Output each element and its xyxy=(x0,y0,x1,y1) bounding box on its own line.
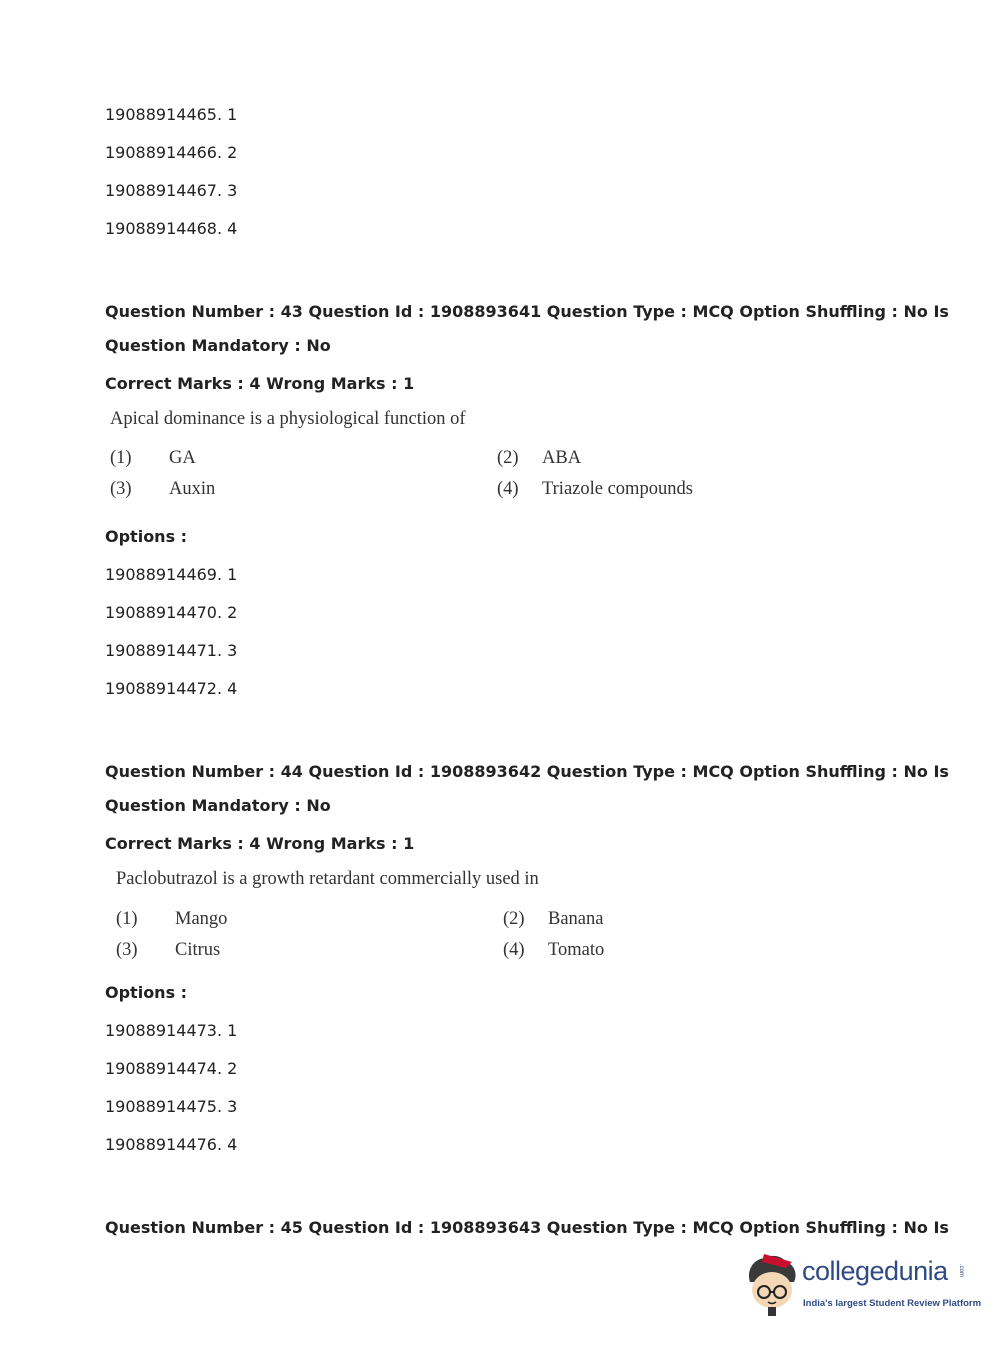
question-header-mandatory: Question Mandatory : No xyxy=(105,796,331,815)
marks-line: Correct Marks : 4 Wrong Marks : 1 xyxy=(105,374,415,393)
choice-text: Banana xyxy=(548,909,604,929)
choice-text: Auxin xyxy=(169,479,216,499)
choice-text: ABA xyxy=(542,448,582,468)
question-header-mandatory: Question Mandatory : No xyxy=(105,336,331,355)
choice-number: (2) xyxy=(497,448,519,468)
question-text: Apical dominance is a physiological function of xyxy=(110,409,466,429)
options-label: Options : xyxy=(105,527,188,546)
question-header: Question Number : 45 Question Id : 1908893643 Question Type : MCQ Option Shuffling : No Is xyxy=(105,1218,949,1237)
logo-name: collegedunia xyxy=(802,1256,948,1286)
mascot-icon xyxy=(742,1252,800,1318)
choice-number: (4) xyxy=(497,479,519,499)
option-line: 19088914466. 2 xyxy=(105,143,238,162)
question-text: Paclobutrazol is a growth retardant commercially used in xyxy=(116,869,539,889)
option-line: 19088914467. 3 xyxy=(105,181,238,200)
choice-number: (3) xyxy=(116,940,138,960)
choice-text: Triazole compounds xyxy=(542,479,693,499)
collegedunia-logo xyxy=(742,1252,982,1322)
marks-line: Correct Marks : 4 Wrong Marks : 1 xyxy=(105,834,415,853)
choice-number: (3) xyxy=(110,479,132,499)
choice-number: (4) xyxy=(503,940,525,960)
choice-text: Tomato xyxy=(548,940,605,960)
option-line: 19088914468. 4 xyxy=(105,219,238,238)
choice-text: Citrus xyxy=(175,940,221,960)
option-line: 19088914465. 1 xyxy=(105,105,238,124)
question-header: Question Number : 43 Question Id : 1908893641 Question Type : MCQ Option Shuffling : No Is xyxy=(105,302,949,321)
logo-tagline: India's largest Student Review Platform xyxy=(803,1298,982,1309)
choice-number: (1) xyxy=(110,448,132,468)
choice-number: (2) xyxy=(503,909,525,929)
logo-com: .com xyxy=(958,1264,964,1278)
choice-text: Mango xyxy=(175,909,228,929)
choice-number: (1) xyxy=(116,909,138,929)
question-header: Question Number : 44 Question Id : 1908893642 Question Type : MCQ Option Shuffling : No Is xyxy=(105,762,949,781)
option-line: 19088914469. 1 xyxy=(105,565,238,584)
options-label: Options : xyxy=(105,983,188,1002)
option-line: 19088914474. 2 xyxy=(105,1059,238,1078)
choice-text: GA xyxy=(169,448,196,468)
option-line: 19088914472. 4 xyxy=(105,679,238,698)
option-line: 19088914470. 2 xyxy=(105,603,238,622)
option-line: 19088914475. 3 xyxy=(105,1097,238,1116)
option-line: 19088914473. 1 xyxy=(105,1021,238,1040)
option-line: 19088914471. 3 xyxy=(105,641,238,660)
option-line: 19088914476. 4 xyxy=(105,1135,238,1154)
